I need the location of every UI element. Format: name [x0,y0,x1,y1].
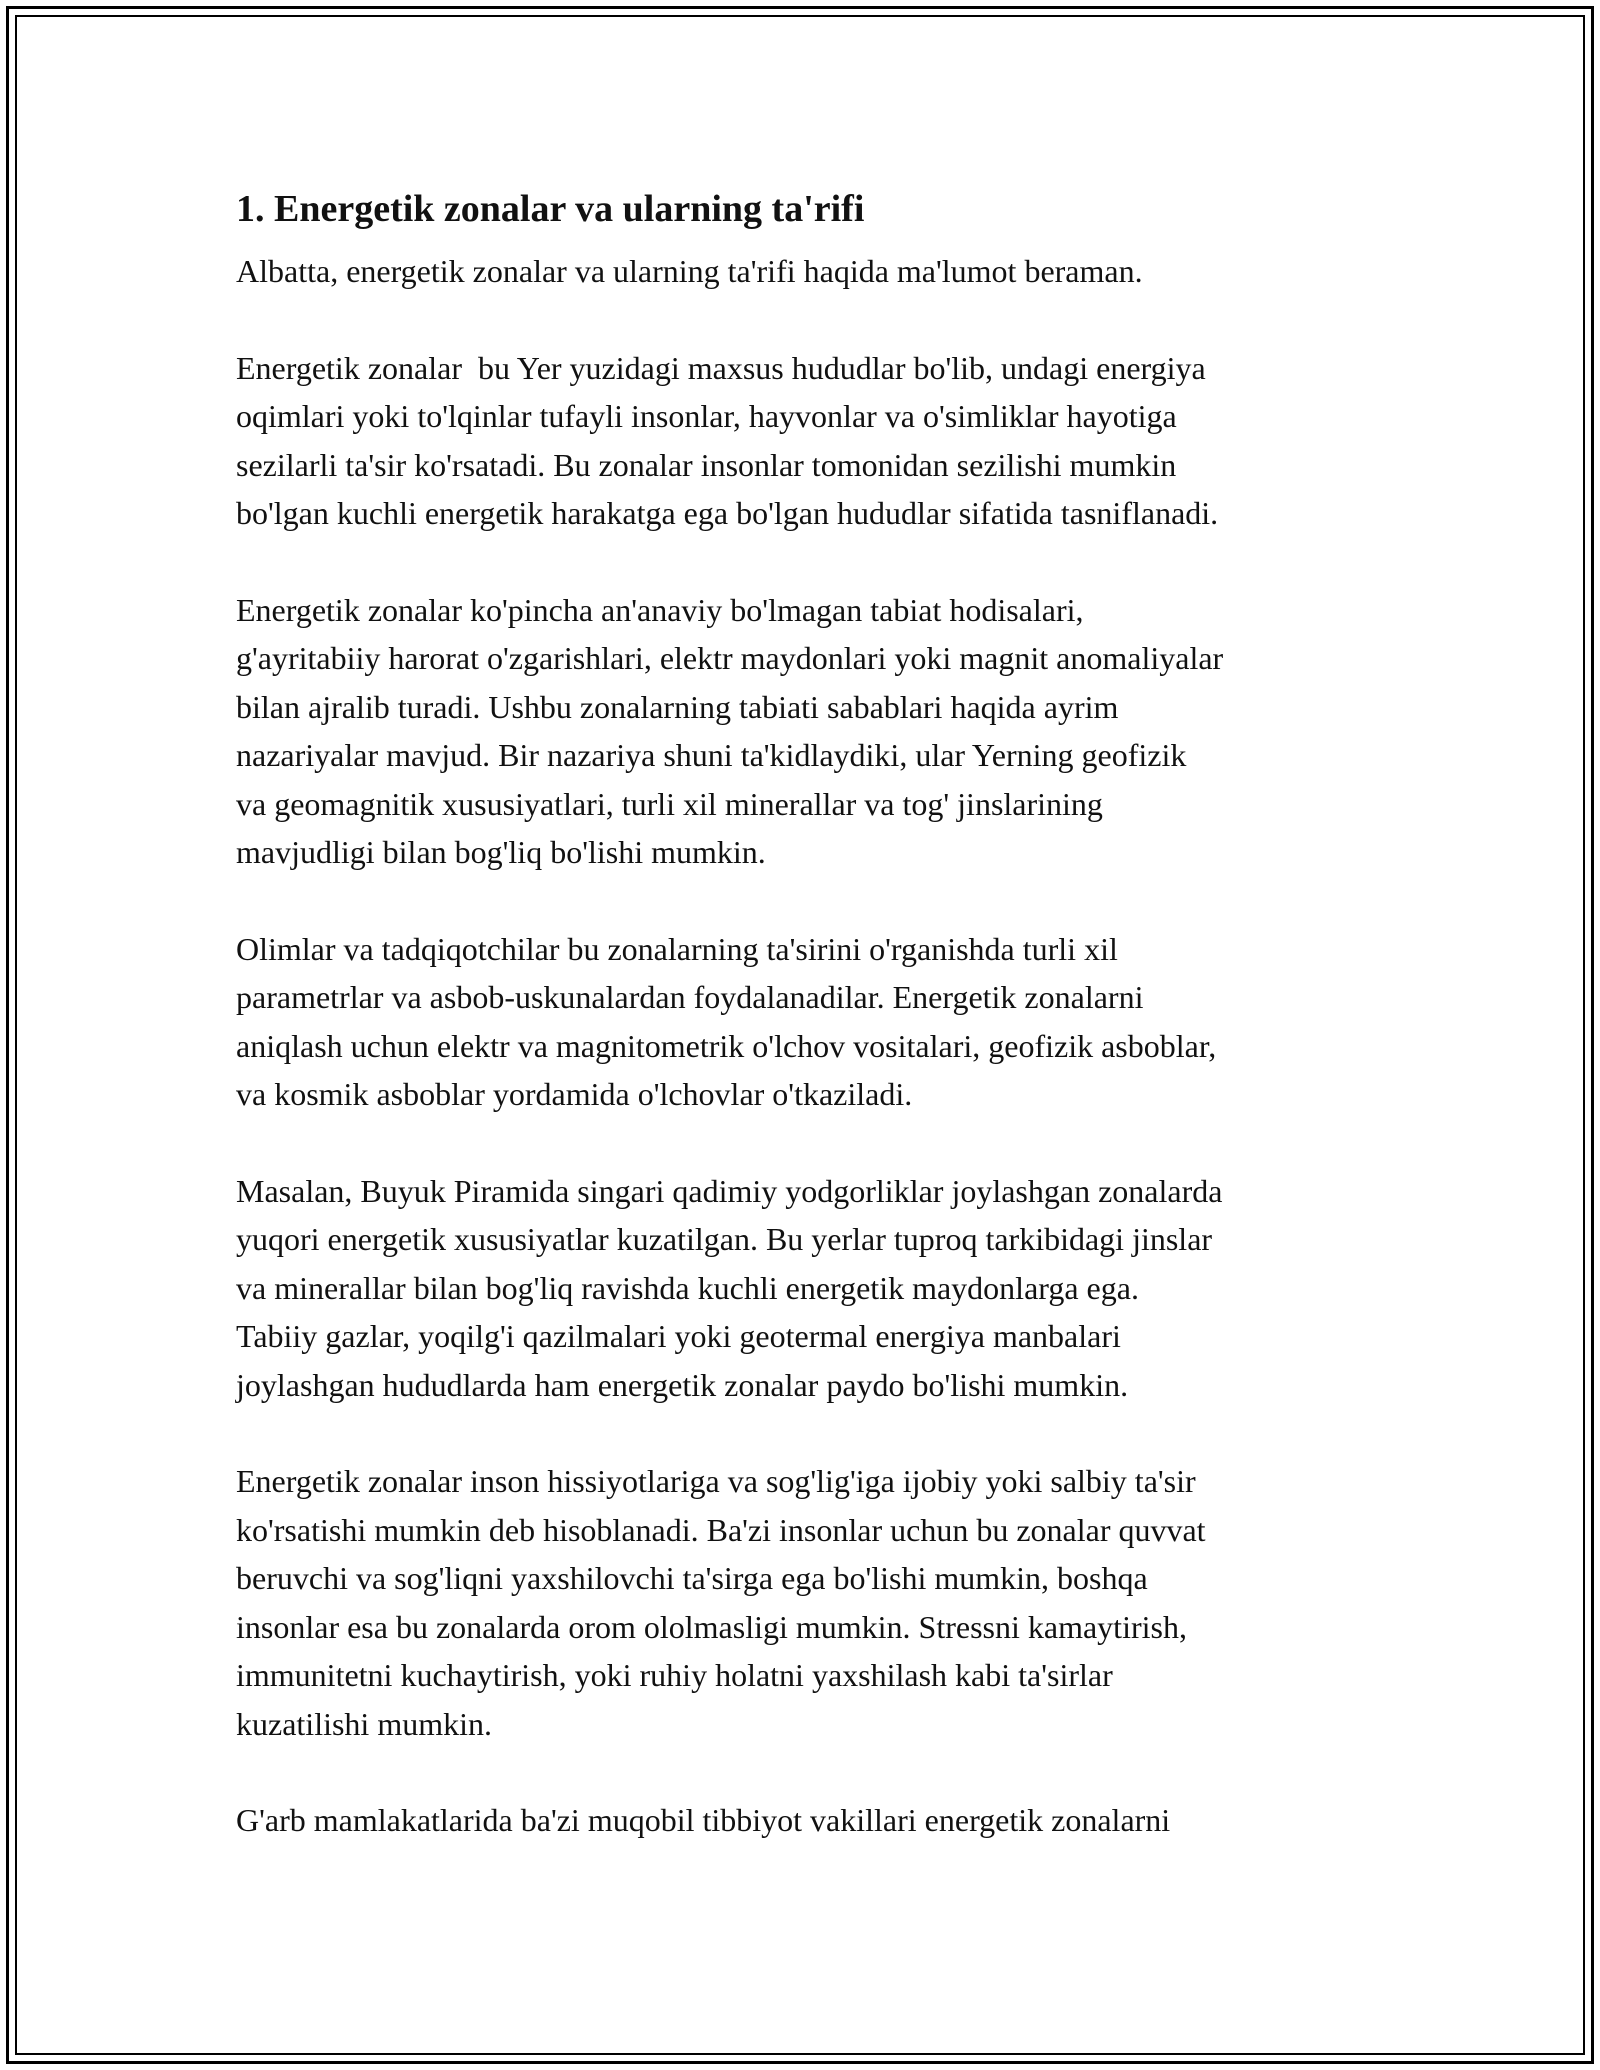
paragraph-definition [236,344,1386,538]
text-line: kuzatilishi mumkin. [236,1705,492,1742]
text-line: mavjudligi bilan bog'liq bo'lishi mumkin. [236,834,766,870]
paragraph-western-countries [236,1796,1386,1845]
text-line: Tabiiy gazlar, yoqilg'i qazilmalari yoki geotermal energiya manbalari [236,1318,1121,1354]
paragraph-research [236,925,1386,1119]
paragraph-examples [236,1167,1386,1410]
text-line: Energetik zonalar bu Yer yuzidagi maxsus hududlar bo'lib, undagi energiya [236,349,1206,386]
text-line: oqimlari yoki to'lqinlar tufayli insonlar, hayvonlar va o'simliklar hayotiga [236,398,1177,434]
text-line: immunitetni kuchaytirish, yoki ruhiy holatni yaxshilash kabi ta'sirlar [236,1657,1113,1693]
document-body [236,185,1386,1893]
text-line: G'arb mamlakatlarida ba'zi muqobil tibbiyot vakillari energetik zonalarni [236,1802,1171,1838]
text-line: g'ayritabiiy harorat o'zgarishlari, elektr maydonlari yoki magnit anomaliyalar [236,640,1224,676]
text-line: parametrlar va asbob-uskunalardan foydalanadilar. Energetik zonalarni [236,979,1144,1015]
text-line: Energetik zonalar ko'pincha an'anaviy bo'lmagan tabiat hodisalari, [236,591,1084,628]
text-line: va geomagnitik xususiyatlari, turli xil minerallar va tog' jinslarining [236,785,1103,822]
text-line: va minerallar bilan bog'liq ravishda kuchli energetik maydonlarga ega. [236,1269,1139,1306]
paragraph-intro [236,247,1386,296]
text-line: ko'rsatishi mumkin deb hisoblanadi. Ba'zi insonlar uchun bu zonalar quvvat [236,1511,1206,1548]
text-line: yuqori energetik xususiyatlar kuzatilgan. Bu yerlar tuproq tarkibidagi jinslar [236,1221,1213,1257]
text-line: nazariyalar mavjud. Bir nazariya shuni ta'kidlaydiki, ular Yerning geofizik [236,737,1187,773]
text-line: aniqlash uchun elektr va magnitometrik o'lchov vositalari, geofizik asboblar, [236,1027,1217,1064]
text-line: beruvchi va sog'liqni yaxshilovchi ta'sirga ega bo'lishi mumkin, boshqa [236,1560,1148,1596]
text-line: bilan ajralib turadi. Ushbu zonalarning tabiati sabablari haqida ayrim [236,688,1119,725]
text-line: Olimlar va tadqiqotchilar bu zonalarning ta'sirini o'rganishda turli xil [236,930,1118,967]
text-line: va kosmik asboblar yordamida o'lchovlar o'tkaziladi. [236,1076,913,1112]
text-line: Albatta, energetik zonalar va ularning ta'rifi haqida ma'lumot beraman. [236,253,1143,289]
section-heading: 1. Energetik zonalar va ularning ta'rifi [236,188,865,230]
text-line: Masalan, Buyuk Piramida singari qadimiy yodgorliklar joylashgan zonalarda [236,1172,1223,1209]
text-line: bo'lgan kuchli energetik harakatga ega bo'lgan hududlar sifatida tasniflanadi. [236,495,1219,531]
text-line: Energetik zonalar inson hissiyotlariga va sog'lig'iga ijobiy yoki salbiy ta'sir [236,1463,1196,1499]
text-line: sezilarli ta'sir ko'rsatadi. Bu zonalar insonlar tomonidan sezilishi mumkin [236,446,1177,483]
text-line: joylashgan hududlarda ham energetik zonalar paydo bo'lishi mumkin. [236,1366,1129,1403]
paragraph-health-effects [236,1457,1386,1748]
paragraph-characteristics [236,586,1386,877]
text-line: insonlar esa bu zonalarda orom ololmasligi mumkin. Stressni kamaytirish, [236,1608,1187,1645]
